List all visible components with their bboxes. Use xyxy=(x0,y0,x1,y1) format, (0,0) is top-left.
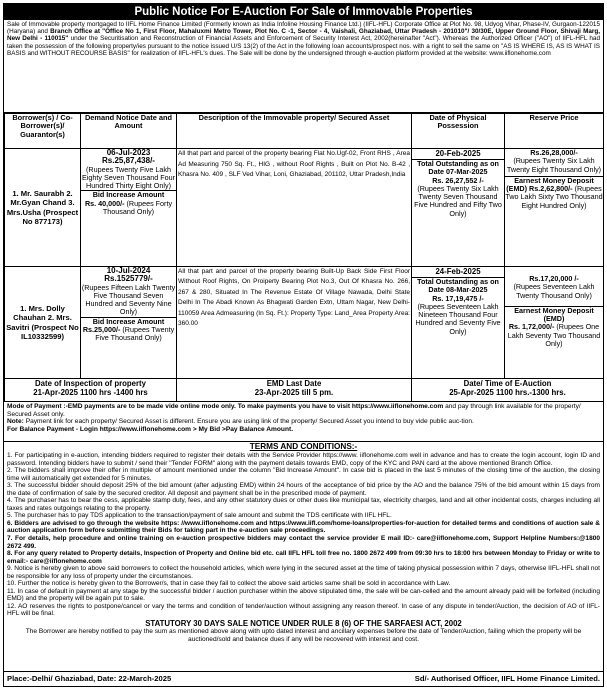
outstanding-amount: Rs. 17,19,475 /- xyxy=(432,293,484,303)
emd-box xyxy=(505,306,603,348)
header-borrower: Borrower(s) / Co- Borrower(s)/ Guarantor(s) xyxy=(5,114,81,149)
demand-cell xyxy=(81,149,177,267)
auction-label: Date/ Time of E-Auction xyxy=(463,379,552,388)
properties-table xyxy=(4,113,604,402)
note-text: Payment link for each property/ Secured Asset is different. Ensure you are using link of the property/ Secured Asset you intend to buy vide public auc-tion. xyxy=(25,418,474,426)
possession-cell xyxy=(412,149,505,267)
auction-cell xyxy=(412,379,604,402)
property-row xyxy=(5,149,604,267)
bid-label: Bid Increase Amount xyxy=(92,190,165,200)
reserve-cell xyxy=(505,149,604,267)
notice-title: Public Notice For E-Auction For Sale of Immovable Properties xyxy=(4,4,603,20)
table-header-row xyxy=(5,114,604,149)
property-row xyxy=(5,267,604,379)
demand-cell xyxy=(81,267,177,379)
intro-text-2: under the Securitisation and Reconstruction of Financial Assets and Enforcement of Security Interest Act, 2002(hereinafter "Act"). Whereas the Authorized Officer ("AO") of IIFL-HFL had taken the possession of the following property/ies pursuant to the notice issued U/S 13(2) of the Act in the following loan accounts/prospect nos. with a right to sell the same on "AS IS WHERE IS, AS IS WHAT IS BASIS and WITHOUT RECOURSE BASIS" for realization of IIFL-HFL's dues. The Sale will be done by the undersigned through e-auction platform provided at the website: www.iiflonehome.com xyxy=(7,35,600,57)
terms-list xyxy=(4,452,603,618)
emd-words: (Rupees One Lakh Seventy Two Thousand Only) xyxy=(507,322,601,349)
terms-title: TERMS AND CONDITIONS:- xyxy=(249,442,358,451)
outstanding-words: (Rupees Twenty Six Lakh Twenty Seven Thousand Five Hundred and Fifty Two Only) xyxy=(414,183,502,218)
term-item: 9. Notice is hereby given to above said borrowers to collect the household articles, which were lying in the secured asset at the time of taking physical possession within 7 days, otherwise IIFL-HFL shall not be responsible for any loss of property under the circumstances. xyxy=(7,565,600,580)
demand-words: (Rupees Twenty Five Lakh Eighty Seven Thousand Four Hundred Thirty Eight Only) xyxy=(82,164,175,191)
header-demand: Demand Notice Date and Amount xyxy=(81,114,177,149)
notice-footer xyxy=(4,671,603,686)
term-item: 1. For participating in e-auction, intending bidders required to register their details with the Service Provider https://www. iiflonehome.com well in advance and has to create the login account, login ID and password. Intending bidders have to submit / send their "Tender FORM" along with the payment details towards EMD, copy of the KYC and PAN card at the above mentioned Branch Office. xyxy=(7,452,600,467)
borrower-names: 1. Mr. Saurabh 2. Mr.Gyan Chand 3. Mrs.Usha (Prospect No 877173) xyxy=(5,149,81,267)
term-item: 2. The bidders shall improve their offer in multiple of amount mentioned under the column "Bid Increase Amount". In case bid is placed in the last 5 minutes of the closing time of the auction, the closing time will automatically get extended for 5 minutes. xyxy=(7,467,600,482)
mode-text: Mode of Payment :-EMD payments are to be made vide online mode only. To make payments you have to visit xyxy=(7,403,352,410)
intro-paragraph xyxy=(4,20,603,113)
emd-words: (Rupees Two Lakh Sixty Two Thousand Eight Hundred Only) xyxy=(505,184,603,210)
possession-date: 24-Feb-2025 xyxy=(412,267,504,278)
mode-link[interactable]: https://www.iiflonehome.com xyxy=(351,403,444,410)
term-item: 10. Further the notice is hereby given to the Borrower/s, that in case they fail to collect the above said articles same shall be sold in accordance with Law. xyxy=(7,580,451,588)
signatory: Sd/- Authorised Officer, IIFL Home Finance Limited. xyxy=(414,674,600,683)
reserve-cell xyxy=(505,267,604,379)
bid-words: (Rupees Forty Thousand Only) xyxy=(102,198,173,217)
term-item: 8. For any query related to Property details, Inspection of Property and Online bid etc. call IIFL HFL toll free no. 1800 2672 499 from 09:30 hrs to 18:00 hrs between Monday to Friday or write to email:- care@iiflonehome.com xyxy=(7,550,600,565)
place-date: Place:-Delhi/ Ghaziabad, Date: 22-March-2025 xyxy=(7,674,172,683)
demand-amount: Rs.25,87,438/- xyxy=(102,156,155,166)
demand-amount: Rs.1525779/- xyxy=(104,274,153,284)
public-notice xyxy=(3,3,604,687)
reserve-words: (Rupees Twenty Six Lakh Twenty Eight Thousand Only) xyxy=(506,156,602,174)
emd-last-date-cell xyxy=(177,379,412,402)
balance-payment-text: For Balance Payment - Login https://www.iiflonehome.com > My Bid >Pay Balance Amount. xyxy=(7,426,294,434)
term-item: 3. The successful bidder should deposit 25% of the bid amount (after adjusting EMD) within 24 hours of the acceptance of bid price by the AO and the balance 75% of the bid amount within 15 days from the date of confirmation of sale by the secured creditor. All deposit and payment shall be in the prescribed mode of payment. xyxy=(7,482,600,497)
header-possession: Date of Physical Possession xyxy=(412,114,505,149)
statutory-text: The Borrower are hereby notified to pay the sum as mentioned above along with upto dated interest and ancillary expenses before the date of Tender/Auction, failing which the property will be auctioned/sold and balance dues if any will be recovered with interest and cost. xyxy=(25,628,582,643)
bid-amount: Rs. 40,000/- xyxy=(84,198,125,208)
header-description: Description of the Immovable property/ Secured Asset xyxy=(177,114,412,149)
term-item: 6. Bidders are advised to go through the website https: //www.iiflonehome.com and https://www.iifl.com/home-loans/properties-for-auction for detailed terms and conditions of auction sale & auction application form before submitting their Bids for taking part in the e-auction sale proceedings. xyxy=(7,519,600,535)
inspection-cell xyxy=(5,379,177,402)
reserve-words: (Rupees Seventeen Lakh Twenty Thousand Only) xyxy=(513,282,595,300)
inspection-label: Date of Inspection of property xyxy=(35,379,146,388)
possession-cell xyxy=(412,267,505,379)
intro-text-1: Sale of Immovable property mortgaged to IIFL Home Finance Limited (Formerly known as India Infoline Housing Finance Ltd.) (IIFL-HFL) Corporate Office at Plot No. 98, Udyog Vihar, Phase-IV, Gurgaon-122015 (Haryana) and xyxy=(7,21,600,36)
auction-value: 25-Apr-2025 1100 hrs.-1300 hrs. xyxy=(449,388,566,397)
emd-label: Earnest Money Deposit (EMD) xyxy=(514,305,594,324)
branch-office-address: Branch Office at "Office No 1, First Floor, Mahaluxmi Metro Tower, Plot No. C -1, Sector - 4, Vaishali, Ghaziabad, Uttar Pradesh - 201010"/ 30/30E, Upper Ground Floor, Shivaji Marg, New Delhi - 110015" xyxy=(7,28,601,43)
reserve-amount: Rs.17,20,000 /- xyxy=(529,274,579,283)
emd-amount: Rs.2,62,800/- xyxy=(529,184,573,194)
bid-increase xyxy=(81,317,176,343)
emd-label: Earnest Money Deposit (EMD) xyxy=(506,175,594,194)
demand-words: (Rupees Fifteen Lakh Twenty Five Thousand Seven Hundred and Seventy Nine Only) xyxy=(81,282,176,317)
term-item: 11. In case of default in payment at any stage by the successful bidder / auction purchaser within the above stipulated time, the sale will be can-celled and the amount already paid will be forfeited (including EMD) and the property will be again put to sale. xyxy=(7,587,600,603)
bid-amount: Rs.25,000/- xyxy=(82,325,121,335)
emd-last-date-value: 23-Apr-2025 till 5 pm. xyxy=(254,388,334,397)
term-item: 4. The purchaser has to bear the cess, applicable stamp duty, fees, and any other statutory dues or other dues like municipal tax, electricity charges, land and all other incidental costs, charges including all taxes and rates outgoings relating to the property. xyxy=(7,497,600,512)
term-item: 12. AO reserves the rights to postpone/cancel or vary the terms and condition of tender/auction without assigning any reason thereof. In case of any dispute in tender/Auction, the decision of AO of IIFL-HFL will be final. xyxy=(7,602,600,618)
mode-of-payment xyxy=(4,402,603,442)
emd-box xyxy=(505,176,603,210)
dates-row xyxy=(5,379,604,402)
property-description: All that part and parcel of the property bearing Built-Up Back Side First Floor Without Roof Rights, On Proiperty Bearing Plot No.3, Out Of Khasra No. 266, 267 & 280, Situated In The Revenue Estate Of Village Nawada, Delhi State Delhi In The Abadi Known As Bhagwati Garden Extn, Uttam Nagar, New Delhi-110059 Area Admeasuring (In Sq. Ft.): Property Type: Land_Area Property Area: 360.00 xyxy=(177,267,412,379)
emd-amount: Rs. 1,72,000/- xyxy=(508,322,555,332)
outstanding-amount: Rs. 26,27,552 /- xyxy=(432,175,484,185)
term-item: 7. For details, help procedure and online training on e-auction prospective bidders may contact the service provider E mail ID:- care@iiflonehome.com, Support Helpline Numbers:@1800 2672 499. xyxy=(7,535,600,550)
outstanding-label: Total Outstanding as on Date 08-Mar-2025 xyxy=(417,277,499,295)
property-description: All that part and parcel of the property bearing Flat No.Ugf-02, Front RHS , Area Ad Measuring 750 Sq. Ft., HIG , without Roof Rights , Built on Plot No. B-42 , Khasra No. 409 , SLF Ved Vihar, Loni, Ghaziabad, 201102, Uttar Pradesh,India xyxy=(177,149,412,267)
note-label: Note: xyxy=(7,418,26,426)
demand-date: 06-Jul-2023 xyxy=(106,148,151,157)
mode-text-end: and pay through link available for the property/ Secured Asset only. xyxy=(7,403,581,418)
outstanding-label: Total Outstanding as on Date 07-Mar-2025 xyxy=(417,159,499,177)
possession-date: 20-Feb-2025 xyxy=(412,149,504,160)
bid-words: (Rupees Twenty Five Thousand Only) xyxy=(95,325,175,343)
demand-date: 10-Jul-2024 xyxy=(106,266,151,275)
bid-label: Bid Increase Amount xyxy=(92,316,165,326)
statutory-title: STATUTORY 30 DAYS SALE NOTICE UNDER RULE 8 (6) OF THE SARFAESI ACT, 2002 xyxy=(145,619,462,629)
term-item: 5. The purchaser has to pay TDS application to the transaction/payment of sale amount and submit the TDS certificate with IIFL HFL. xyxy=(7,512,392,520)
outstanding-words: (Rupees Seventeen Lakh Nineteen Thousand Four Hundred and Seventy Five Only) xyxy=(415,301,501,336)
inspection-value: 21-Apr-2025 1100 hrs -1400 hrs xyxy=(33,388,148,397)
header-reserve: Reserve Price xyxy=(505,114,604,149)
emd-last-date-label: EMD Last Date xyxy=(266,379,322,388)
bid-increase xyxy=(81,190,176,216)
reserve-amount: Rs.26,28,000/- xyxy=(530,148,578,157)
borrower-names: 1. Mrs. Dolly Chauhan 2. Mrs. Savitri (Prospect No IL10332599) xyxy=(5,267,81,379)
